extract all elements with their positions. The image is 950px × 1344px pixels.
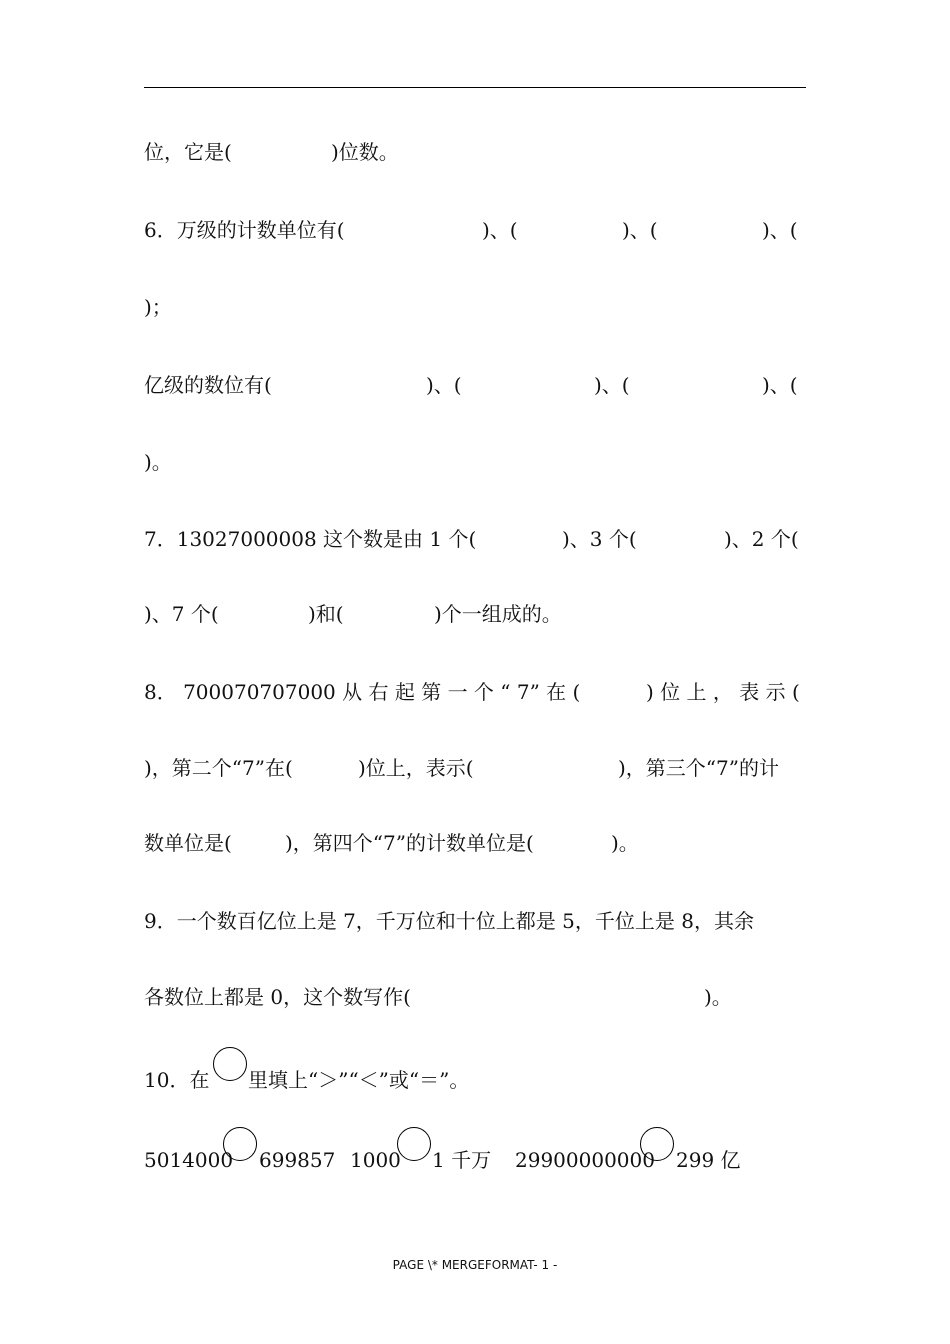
text-segment: )和( <box>308 602 344 626</box>
text-segment: 299 亿 <box>676 1148 741 1172</box>
text-segment: )位上，表示( <box>358 756 474 780</box>
blank-circle[interactable] <box>223 1127 257 1161</box>
text-segment: )、( <box>762 218 798 242</box>
text-segment: ) 位 上 ， 表 示 ( <box>646 680 800 704</box>
text-segment: 9．一个数百亿位上是 7，千万位和十位上都是 5，千位上是 8，其余 <box>144 909 754 933</box>
text-segment: )、( <box>762 373 798 397</box>
text-segment: )、2 个( <box>724 527 799 551</box>
text-segment: 1 千万 <box>432 1148 492 1172</box>
page-footer: PAGE \* MERGEFORMAT- 1 - <box>392 1258 558 1272</box>
text-segment: )、( <box>482 218 518 242</box>
text-segment: )，第二个“7”在( <box>144 756 293 780</box>
text-segment: 6．万级的计数单位有( <box>144 218 345 242</box>
text-segment: 8． 700070707000 从 右 起 第 一 个 “ 7” 在 ( <box>144 680 581 704</box>
text-segment: )个一组成的。 <box>434 602 562 626</box>
text-segment: )位数。 <box>331 140 399 164</box>
text-segment: 亿级的数位有( <box>144 373 272 397</box>
text-segment: )、( <box>622 218 658 242</box>
text-segment: )，第四个“7”的计数单位是( <box>285 831 534 855</box>
text-segment: 里填上“＞”“＜”或“＝”。 <box>248 1068 470 1092</box>
text-segment: )。 <box>704 985 732 1009</box>
text-segment: )、( <box>426 373 462 397</box>
text-segment: 数单位是( <box>144 831 232 855</box>
text-segment: 位，它是( <box>144 140 232 164</box>
blank-circle[interactable] <box>397 1127 431 1161</box>
text-segment: 10．在 <box>144 1068 210 1092</box>
blank-circle[interactable] <box>640 1127 674 1161</box>
header-rule <box>144 87 806 88</box>
text-segment: 7．13027000008 这个数是由 1 个( <box>144 527 477 551</box>
text-segment: )。 <box>144 450 172 474</box>
text-segment: 各数位上都是 0，这个数写作( <box>144 985 411 1009</box>
text-segment: )、3 个( <box>562 527 637 551</box>
text-segment: 699857 <box>259 1148 336 1172</box>
text-segment: )、7 个( <box>144 602 219 626</box>
text-segment: 1000 <box>350 1148 401 1172</box>
text-segment: 29900000000 <box>515 1148 655 1172</box>
blank-circle[interactable] <box>213 1047 247 1081</box>
text-segment: )； <box>144 295 172 319</box>
text-segment: )。 <box>611 831 639 855</box>
text-segment: 5014000 <box>144 1148 234 1172</box>
text-segment: )，第三个“7”的计 <box>618 756 779 780</box>
text-segment: )、( <box>594 373 630 397</box>
